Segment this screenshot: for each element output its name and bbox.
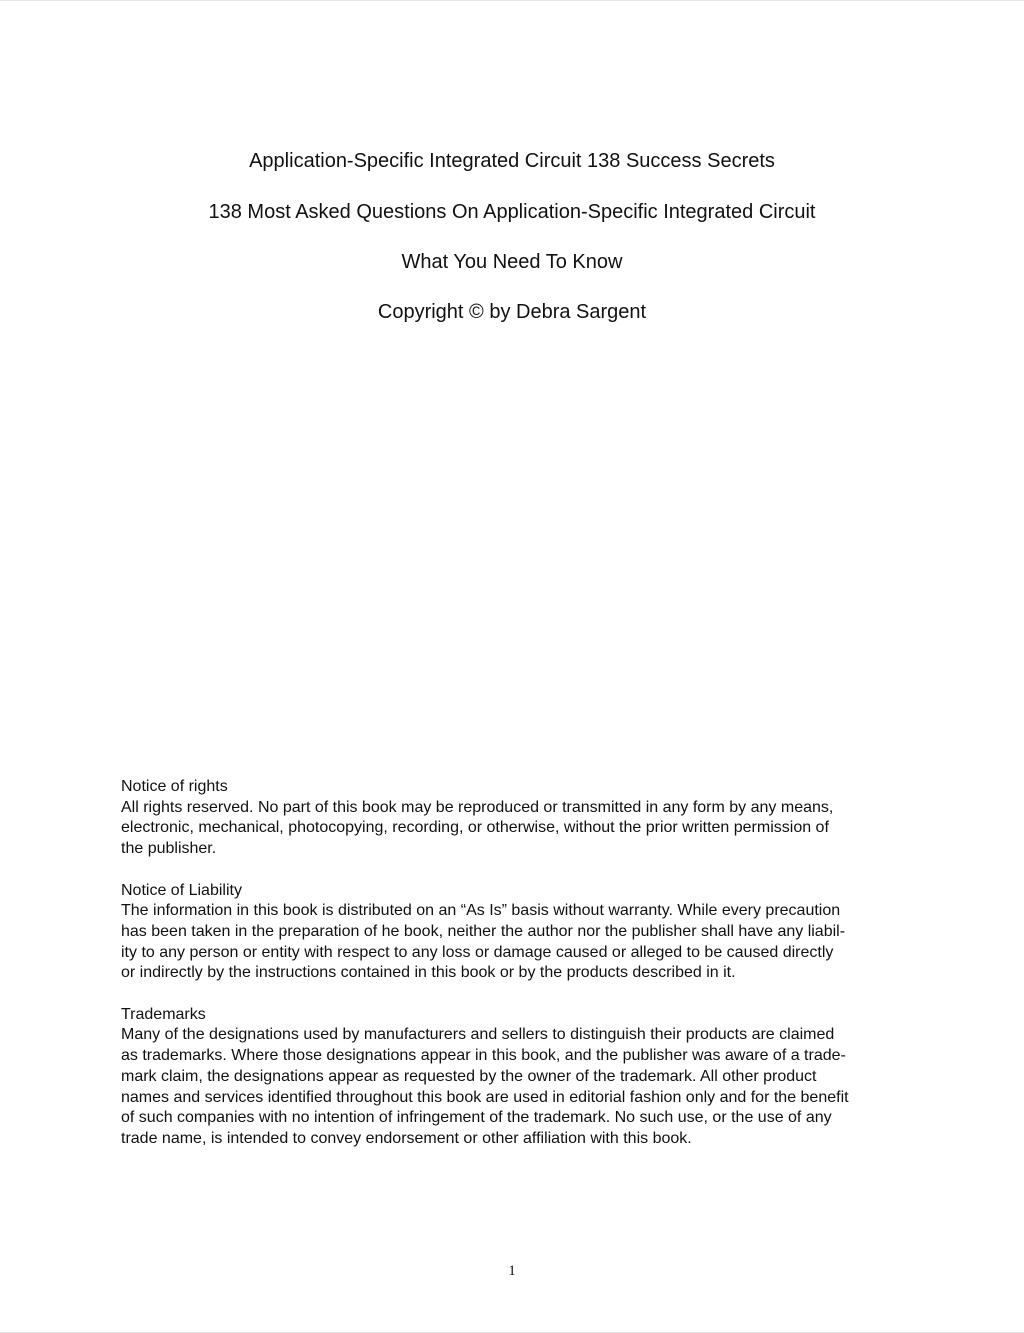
book-title: Application-Specific Integrated Circuit 138 Success Secrets <box>249 150 775 172</box>
notice-of-liability-line: or indirectly by the instructions contained in this book or by the products described in it. <box>121 964 736 982</box>
notice-of-liability-line: ity to any person or entity with respect to any loss or damage caused or alleged to be caused directly <box>121 943 834 961</box>
notice-of-liability-section <box>121 881 911 985</box>
legal-notices <box>121 777 911 1170</box>
notice-of-rights-heading: Notice of rights <box>121 778 228 795</box>
book-subtitle: 138 Most Asked Questions On Application-Specific Integrated Circuit <box>208 201 816 223</box>
trademarks-line: mark claim, the designations appear as requested by the owner of the trademark. All other product <box>121 1067 817 1085</box>
notice-of-rights-line: electronic, mechanical, photocopying, recording, or otherwise, without the prior written permission of <box>121 819 829 837</box>
trademarks-line: trade name, is intended to convey endorsement or other affiliation with this book. <box>121 1129 692 1147</box>
notice-of-liability-line: has been taken in the preparation of he book, neither the author nor the publisher shall have any liabil- <box>121 922 846 940</box>
trademarks-heading: Trademarks <box>121 1005 206 1023</box>
book-tagline: What You Need To Know <box>401 251 623 273</box>
trademarks-line: names and services identified throughout this book are used in editorial fashion only and for the benefit <box>121 1088 849 1106</box>
notice-of-liability-line: The information in this book is distributed on an “As Is” basis without warranty. While every precaution <box>121 902 841 920</box>
trademarks-section <box>121 1005 911 1150</box>
notice-of-rights-section <box>121 777 911 860</box>
notice-of-liability-heading: Notice of Liability <box>121 881 242 899</box>
trademarks-line: of such companies with no intention of infringement of the trademark. No such use, or the use of any <box>121 1109 832 1127</box>
trademarks-line: Many of the designations used by manufacturers and sellers to distinguish their products are claimed <box>121 1026 835 1044</box>
copyright-line: Copyright © by Debra Sargent <box>377 301 647 323</box>
trademarks-line: as trademarks. Where those designations appear in this book, and the publisher was aware of a trade- <box>121 1047 846 1065</box>
page-number: 1 <box>508 1263 516 1279</box>
notice-of-rights-line: All rights reserved. No part of this book may be reproduced or transmitted in any form by any means, <box>121 798 834 816</box>
notice-of-rights-line: the publisher. <box>121 840 217 858</box>
